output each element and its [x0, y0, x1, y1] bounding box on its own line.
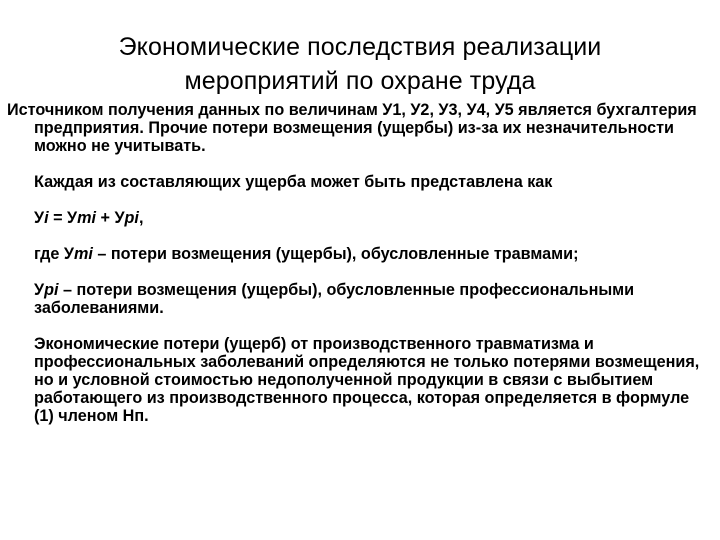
definition-trauma-sub: тi — [73, 245, 93, 263]
definition-disease-sub: рi — [44, 281, 59, 299]
formula-plus-u: + У — [96, 209, 125, 227]
spacer — [7, 191, 713, 209]
definition-trauma-text: – потери возмещения (ущербы), обусловленные травмами; — [92, 245, 579, 263]
definition-trauma-losses — [7, 245, 713, 263]
formula-sub-ti: тi — [77, 209, 97, 227]
definition-disease-prefix: У — [34, 281, 45, 299]
slide-title — [30, 30, 690, 98]
formula-end: , — [138, 209, 144, 227]
formula-term-u: У — [34, 209, 45, 227]
paragraph-damage-components: Каждая из составляющих ущерба может быть представлена как — [34, 173, 553, 191]
spacer — [7, 155, 713, 173]
formula-equals-u: = У — [48, 209, 78, 227]
formula-sub-ri: рi — [124, 209, 139, 227]
spacer — [7, 317, 713, 335]
formula-sub-i: i — [44, 209, 49, 227]
spacer — [7, 263, 713, 281]
slide-title-line-1: Экономические последствия реализации — [118, 33, 602, 61]
definition-disease-text: – потери возмещения (ущербы), обусловленные профессиональными заболеваниями. — [34, 281, 635, 317]
paragraph-data-source: Источником получения данных по величинам У1, У2, У3, У4, У5 является бухгалтерия предприятия. Прочие потери возмещения (ущербы) из-за их незначительности можно не учитывать. — [7, 101, 697, 155]
spacer — [7, 227, 713, 245]
slide-title-line-2: мероприятий по охране труда — [184, 67, 536, 95]
paragraph-economic-losses: Экономические потери (ущерб) от производственного травматизма и профессиональных заболеваний определяются не только потерями возмещения, но и условной стоимостью недополученной продукции в связи с выбытием работающего из производственного процесса, которая определяется в формуле (1) членом Нп. — [34, 335, 700, 425]
definition-trauma-prefix: где У — [34, 245, 74, 263]
slide-body — [7, 101, 713, 425]
definition-disease-losses — [7, 281, 713, 317]
formula-damage — [7, 209, 713, 227]
